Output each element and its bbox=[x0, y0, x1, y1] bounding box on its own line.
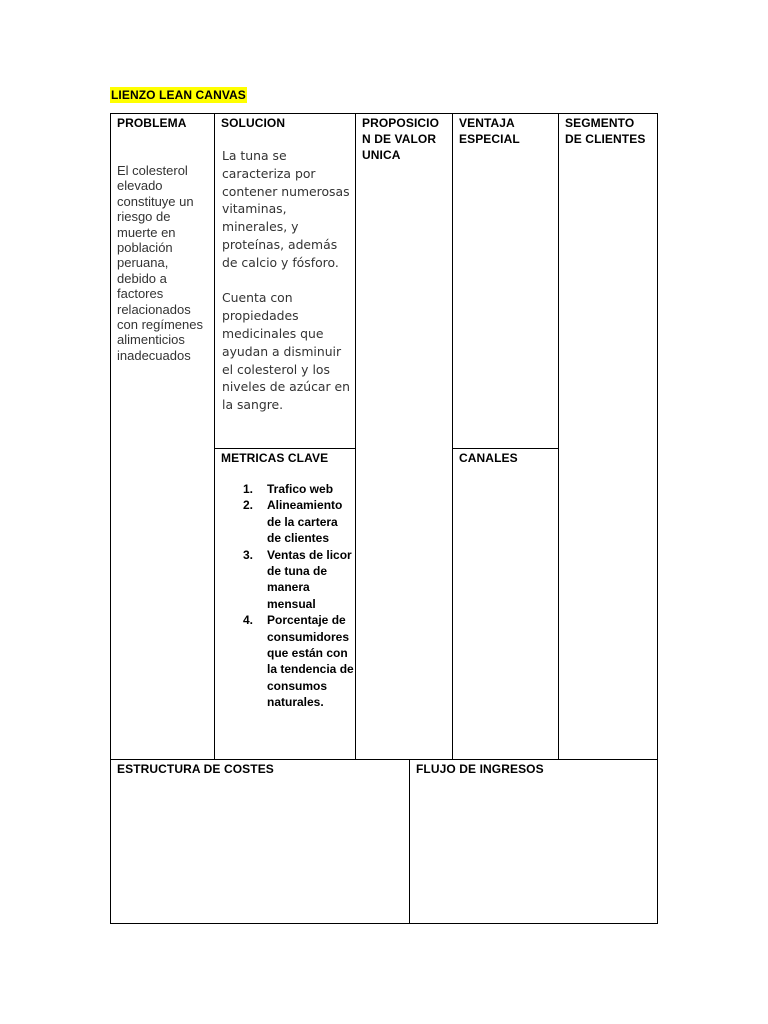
list-item-number: 2. bbox=[243, 498, 254, 513]
divider-solucion-proposicion bbox=[355, 113, 356, 760]
list-item-text: Ventas de licor de tuna de manera mensual bbox=[267, 547, 352, 611]
problema-text: El colesterol elevado constituye un riesgo de muerte en población peruana, debido a factores relacionados con regímenes alimenticios inadecuados bbox=[117, 163, 203, 363]
list-item bbox=[237, 547, 355, 613]
solucion-text bbox=[222, 147, 352, 432]
canales-header: CANALES bbox=[459, 451, 518, 465]
flujo-ingresos-header: FLUJO DE INGRESOS bbox=[416, 762, 544, 776]
table-border-top bbox=[110, 113, 658, 114]
list-item-text: Trafico web bbox=[267, 482, 334, 496]
divider-costes-ingresos bbox=[409, 759, 410, 924]
divider-ventaja-segmento bbox=[558, 113, 559, 760]
divider-problema-solucion bbox=[214, 113, 215, 760]
ventaja-especial-header: VENTAJA ESPECIAL bbox=[459, 116, 520, 146]
metricas-clave-list bbox=[237, 481, 355, 711]
list-item-text: Alineamiento de la cartera de clientes bbox=[267, 498, 343, 546]
document-title: LIENZO LEAN CANVAS bbox=[111, 88, 246, 102]
divider-solucion-metricas bbox=[214, 448, 356, 449]
divider-proposicion-ventaja bbox=[452, 113, 453, 760]
divider-ventaja-canales bbox=[452, 448, 559, 449]
table-border-right bbox=[657, 113, 658, 924]
solucion-paragraph: La tuna se caracteriza por contener numerosas vitaminas, minerales, y proteínas, además de calcio y fósforo. bbox=[222, 148, 350, 270]
list-item bbox=[237, 612, 355, 710]
solucion-paragraph: Cuenta con propiedades medicinales que ayudan a disminuir el colesterol y los niveles de azúcar en la sangre. bbox=[222, 290, 351, 413]
list-item-number: 4. bbox=[243, 613, 254, 628]
list-item bbox=[237, 497, 355, 546]
table-border-left bbox=[110, 113, 111, 924]
segmento-clientes-header: SEGMENTO DE CLIENTES bbox=[565, 116, 646, 146]
proposicion-valor-header: PROPOSICIO N DE VALOR UNICA bbox=[362, 116, 440, 162]
divider-upper-lower bbox=[110, 759, 658, 760]
metricas-clave-header: METRICAS CLAVE bbox=[221, 451, 329, 465]
list-item-text: Porcentaje de consumidores que están con la tendencia de consumos naturales. bbox=[267, 613, 354, 710]
list-item bbox=[237, 481, 355, 497]
estructura-costes-header: ESTRUCTURA DE COSTES bbox=[117, 762, 274, 776]
list-item-number: 3. bbox=[243, 547, 254, 562]
problema-header: PROBLEMA bbox=[117, 116, 187, 130]
solucion-header: SOLUCION bbox=[221, 116, 286, 130]
table-border-bottom bbox=[110, 923, 658, 924]
list-item-number: 1. bbox=[243, 482, 254, 496]
